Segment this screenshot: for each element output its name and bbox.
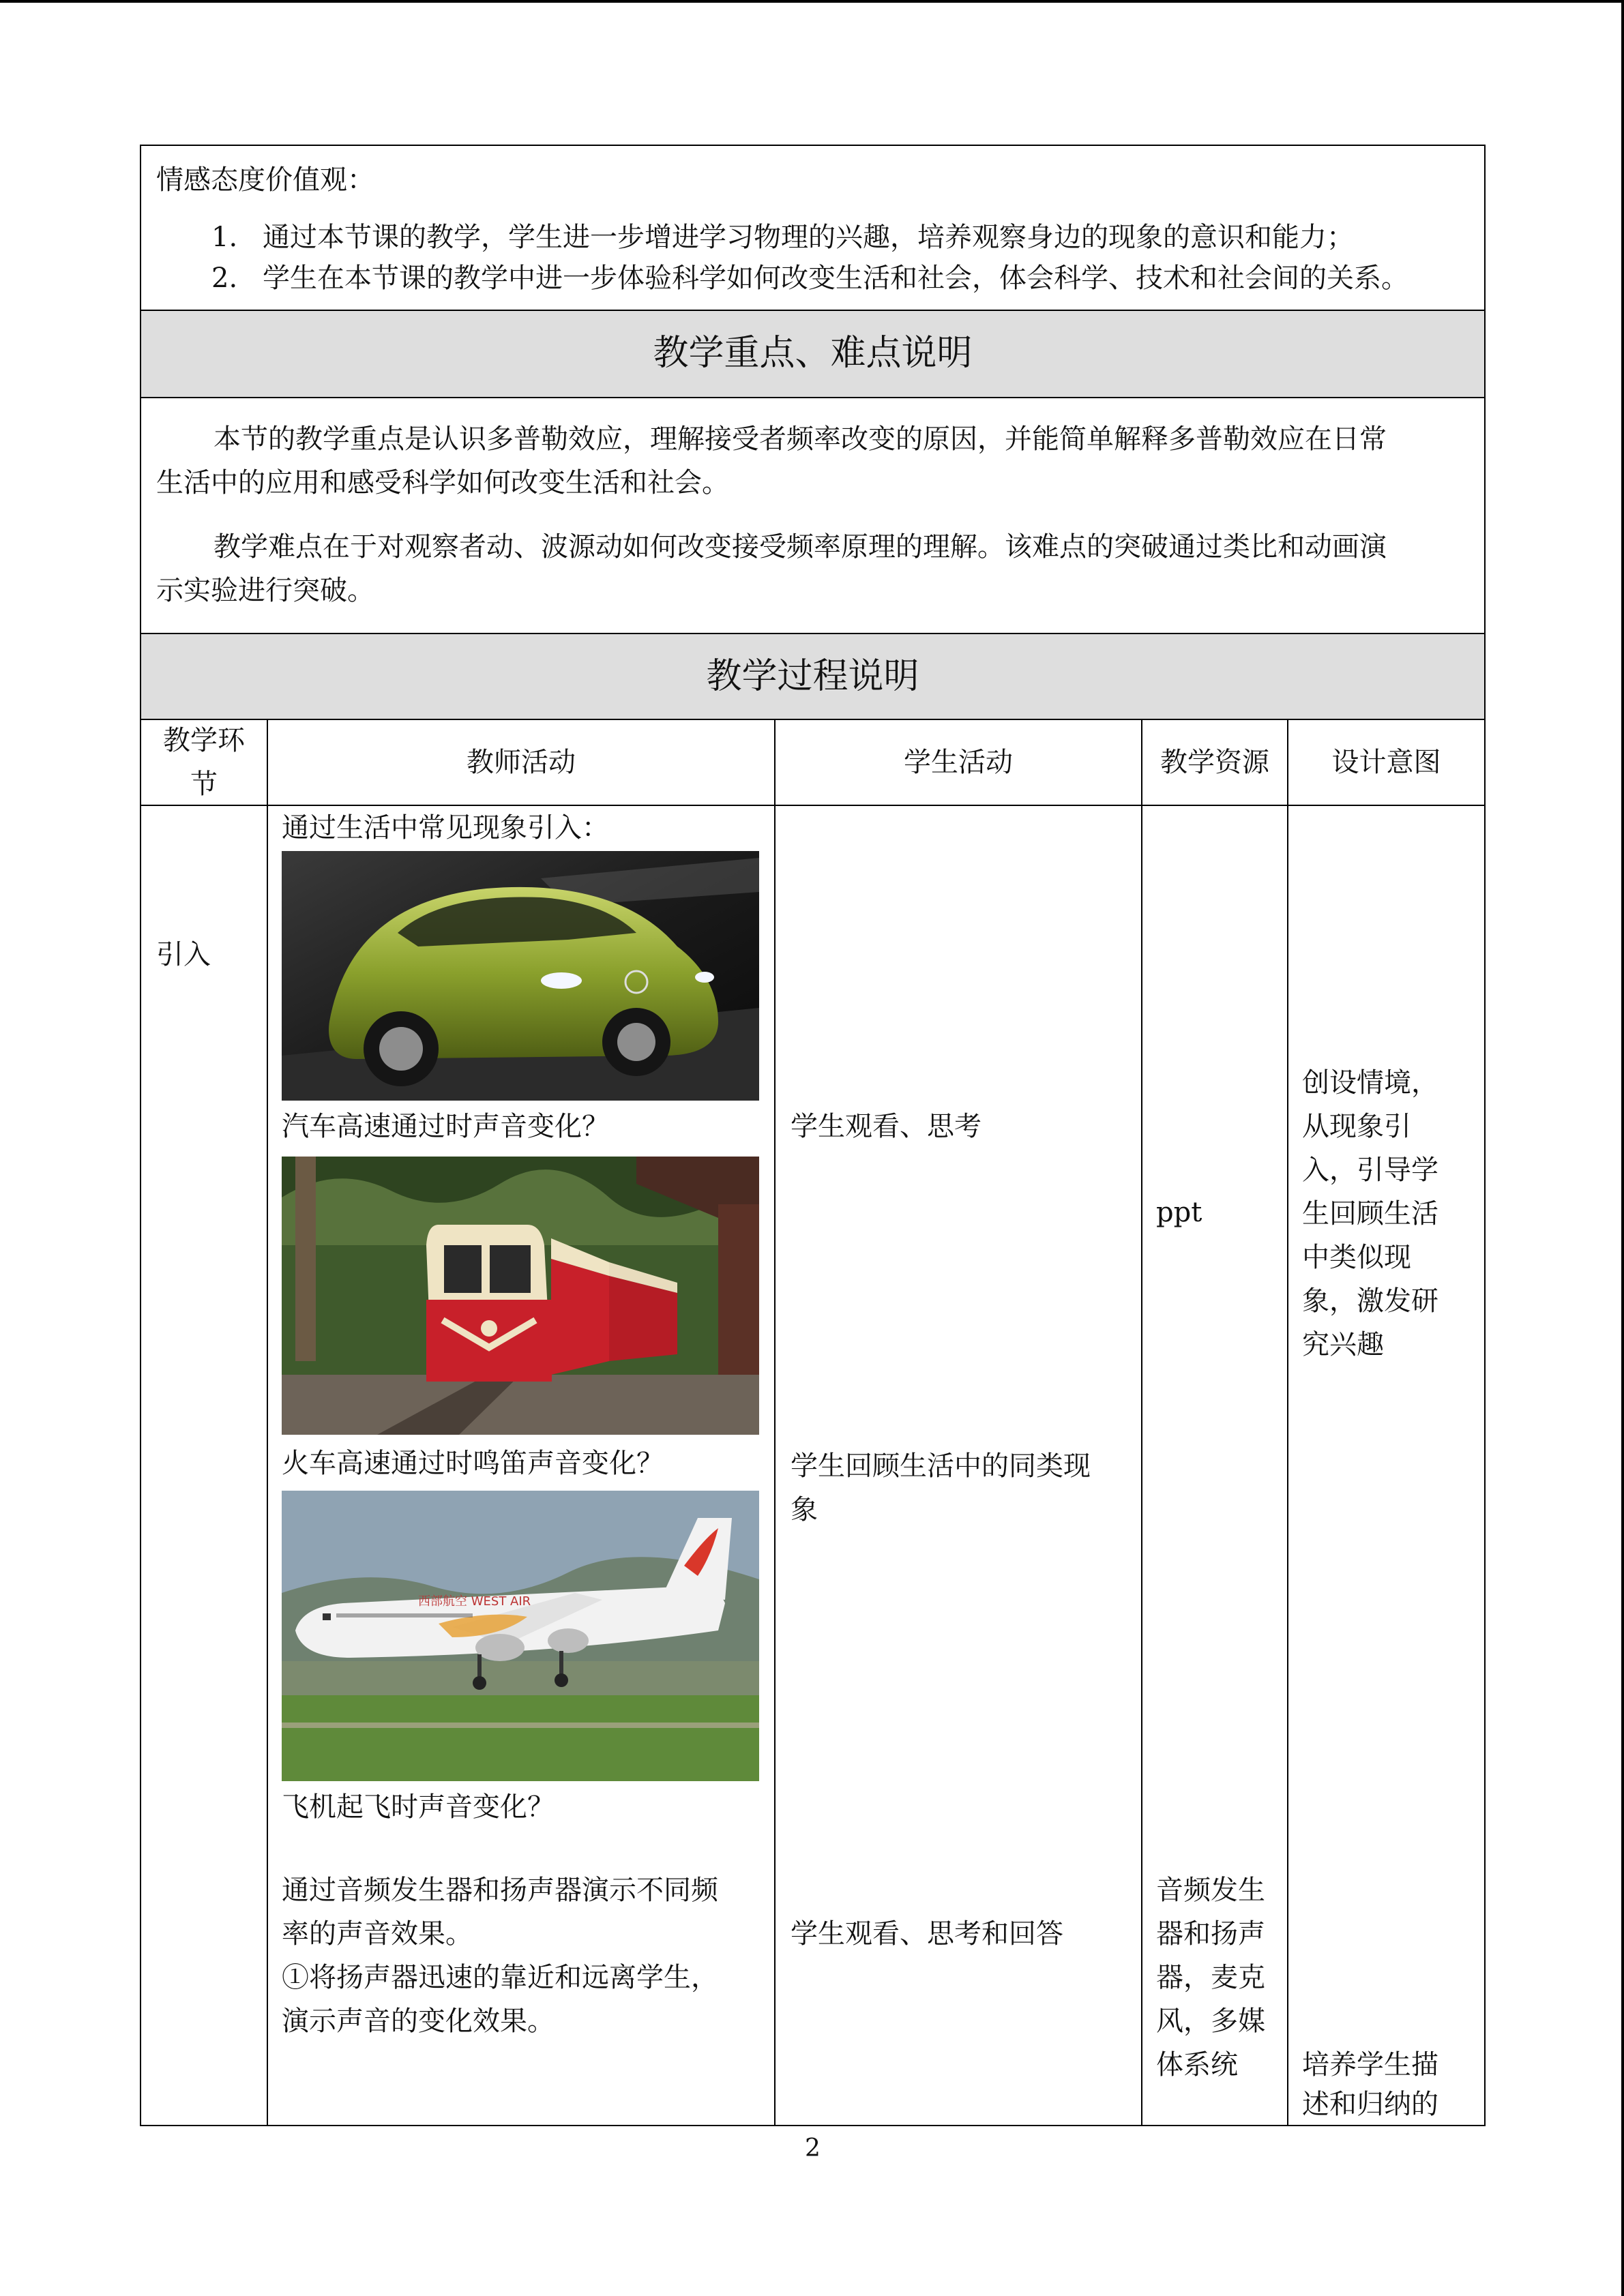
teacher-demo-line1: 通过音频发生器和扬声器演示不同频 xyxy=(282,1875,718,1906)
col-intent-label: 设计意图 xyxy=(1331,747,1441,778)
intent-1-line5: 中类似现 xyxy=(1302,1242,1411,1273)
resource-2-line3: 器，麦克 xyxy=(1156,1962,1265,1993)
resource-ppt: ppt xyxy=(1156,1197,1202,1228)
affective-item-2-text: 学生在本节课的教学中进一步体验科学如何改变生活和社会，体会科学、技术和社会间的关系。 xyxy=(263,263,1408,294)
train-caption: 火车高速通过时鸣笛声音变化？ xyxy=(282,1448,664,1479)
student-activity-1: 学生观看、思考 xyxy=(791,1111,981,1142)
intent-2-line2: 述和归纳的 xyxy=(1302,2089,1438,2120)
intent-1-line4: 生回顾生活 xyxy=(1302,1198,1438,1229)
teacher-demo-line4: 演示声音的变化效果。 xyxy=(282,2006,555,2037)
plane-image xyxy=(282,1491,759,1781)
keypoints-para2-line1: 教学难点在于对观察者动、波源动如何改变接受频率原理的理解。该难点的突破通过类比和动画演 xyxy=(213,531,1387,563)
intent-1-line7: 究兴趣 xyxy=(1302,1329,1384,1360)
student-activity-2-line1: 学生回顾生活中的同类现 xyxy=(791,1450,1091,1482)
col-stage-line1: 教学环 xyxy=(163,725,245,756)
affective-label: 情感态度价值观： xyxy=(156,164,374,196)
train-image xyxy=(282,1157,759,1435)
keypoints-para2-line2: 示实验进行突破。 xyxy=(156,575,374,606)
col-teacher-label: 教师活动 xyxy=(467,747,576,778)
col-stage-line2: 节 xyxy=(190,769,218,800)
process-heading: 教学过程说明 xyxy=(706,656,919,697)
intent-1-line6: 象，激发研 xyxy=(1302,1285,1438,1317)
car-caption: 汽车高速通过时声音变化？ xyxy=(282,1111,609,1142)
resource-2-line1: 音频发生 xyxy=(1156,1875,1265,1906)
teacher-demo-line3: ①将扬声器迅速的靠近和远离学生， xyxy=(282,1962,718,1993)
stage-intro-label: 引入 xyxy=(156,939,211,970)
resource-2-line2: 器和扬声 xyxy=(1156,1918,1265,1950)
keypoints-para1-line1: 本节的教学重点是认识多普勒效应，理解接受者频率改变的原因，并能简单解释多普勒效应在日常 xyxy=(213,423,1387,455)
intent-1-line1: 创设情境， xyxy=(1302,1067,1438,1099)
car-image xyxy=(282,851,759,1101)
col-student-label: 学生活动 xyxy=(904,747,1013,778)
student-activity-2-line2: 象 xyxy=(791,1494,818,1525)
intent-2-line1: 培养学生描 xyxy=(1302,2049,1438,2081)
page-number: 2 xyxy=(805,2134,821,2162)
keypoints-heading: 教学重点、难点说明 xyxy=(653,333,973,374)
col-resource-label: 教学资源 xyxy=(1160,747,1269,778)
teacher-demo-line2: 率的声音效果。 xyxy=(282,1918,473,1950)
affective-item-1-num: 1. xyxy=(211,222,238,253)
intent-1-line3: 入，引导学 xyxy=(1302,1154,1438,1186)
right-border-line xyxy=(1621,0,1624,2296)
top-border-line xyxy=(0,0,1624,3)
plane-caption: 飞机起飞时声音变化？ xyxy=(282,1791,555,1823)
affective-item-2-num: 2. xyxy=(211,263,238,294)
resource-2-line4: 风，多媒 xyxy=(1156,2006,1265,2037)
cell-intent xyxy=(1287,805,1486,2126)
affective-item-1-text: 通过本节课的教学，学生进一步增进学习物理的兴趣，培养观察身边的现象的意识和能力； xyxy=(263,222,1354,253)
cell-stage xyxy=(140,805,268,2126)
teacher-intro-text: 通过生活中常见现象引入： xyxy=(282,812,609,844)
intent-1-line2: 从现象引 xyxy=(1302,1111,1411,1142)
student-activity-3: 学生观看、思考和回答 xyxy=(791,1918,1063,1950)
keypoints-para1-line2: 生活中的应用和感受科学如何改变生活和社会。 xyxy=(156,467,729,498)
resource-2-line5: 体系统 xyxy=(1156,2049,1238,2081)
plane-livery-text: 西部航空 WEST AIR xyxy=(418,1594,531,1609)
